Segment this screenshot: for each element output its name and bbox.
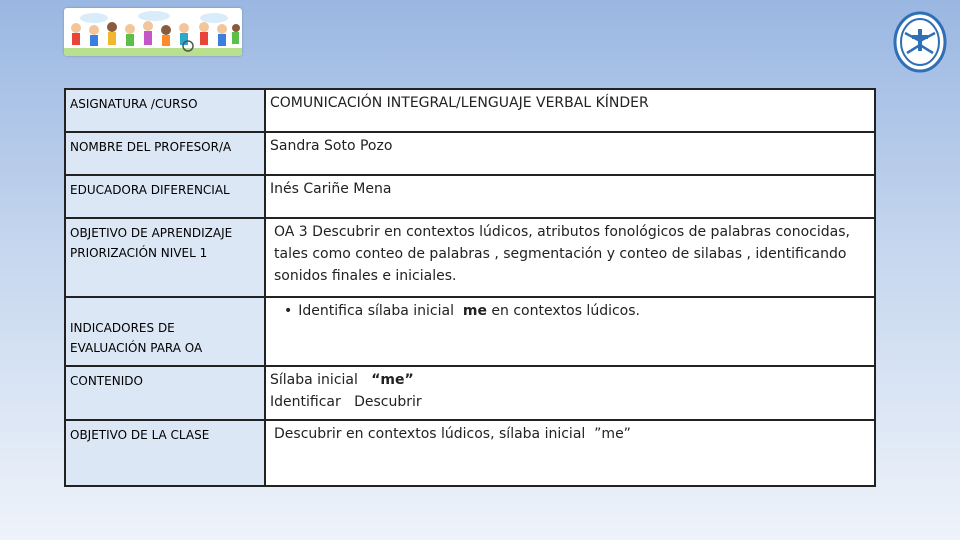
contenido-value xyxy=(265,366,875,420)
lesson-plan-table xyxy=(64,88,876,487)
row-educadora xyxy=(65,175,875,218)
row-asignatura xyxy=(65,89,875,132)
row-objetivo-aprendizaje xyxy=(65,218,875,297)
indicador-text-pre: Identifica sílaba inicial xyxy=(298,303,454,319)
contenido-line1 xyxy=(270,369,870,391)
indicadores-label-word1: INDICADORES xyxy=(70,321,155,335)
school-logo xyxy=(893,11,947,73)
school-seal-logo-icon xyxy=(893,11,947,73)
indicadores-value xyxy=(265,297,875,366)
objetivo-aprendizaje-value: OA 3 Descubrir en contextos lúdicos, atributos fonológicos de palabras conocidas, tales como conteo de palabras , segmentación y conteo de silabas , identificando sonidos finales e iniciales. xyxy=(265,218,875,297)
objetivo-aprendizaje-label-line2: PRIORIZACIÓN NIVEL 1 xyxy=(70,246,208,260)
contenido-label: CONTENIDO xyxy=(65,366,265,420)
indicador-text-post: en contextos lúdicos. xyxy=(491,303,640,319)
contenido-line1-pre: Sílaba inicial xyxy=(270,372,358,388)
profesor-label: NOMBRE DEL PROFESOR/A xyxy=(65,132,265,175)
educadora-value: Inés Cariñe Mena xyxy=(265,175,875,218)
contenido-line2: Identificar Descubrir xyxy=(270,394,422,410)
row-contenido xyxy=(65,366,875,420)
indicadores-label-word2: DE xyxy=(157,321,175,335)
row-profesor xyxy=(65,132,875,175)
educadora-label: EDUCADORA DIFERENCIAL xyxy=(65,175,265,218)
indicadores-label xyxy=(65,297,265,366)
asignatura-label: ASIGNATURA /CURSO xyxy=(65,89,265,132)
children-banner-image xyxy=(64,8,242,56)
objetivo-aprendizaje-label-line1: OBJETIVO DE APRENDIZAJE xyxy=(70,226,233,240)
children-illustration-icon xyxy=(64,8,242,56)
indicador-bullet-item xyxy=(270,300,870,322)
row-indicadores xyxy=(65,297,875,366)
contenido-line1-bold: “me” xyxy=(371,372,414,388)
indicador-text-bold: me xyxy=(462,303,487,319)
objetivo-aprendizaje-label xyxy=(65,218,265,297)
indicadores-label-line2: EVALUACIÓN PARA OA xyxy=(70,341,203,355)
objetivo-clase-value: Descubrir en contextos lúdicos, sílaba inicial ”me” xyxy=(265,420,875,486)
asignatura-value: COMUNICACIÓN INTEGRAL/LENGUAJE VERBAL KÍNDER xyxy=(265,89,875,132)
row-objetivo-clase xyxy=(65,420,875,486)
profesor-value: Sandra Soto Pozo xyxy=(265,132,875,175)
bullet-icon: • xyxy=(284,303,293,319)
objetivo-clase-label: OBJETIVO DE LA CLASE xyxy=(65,420,265,486)
